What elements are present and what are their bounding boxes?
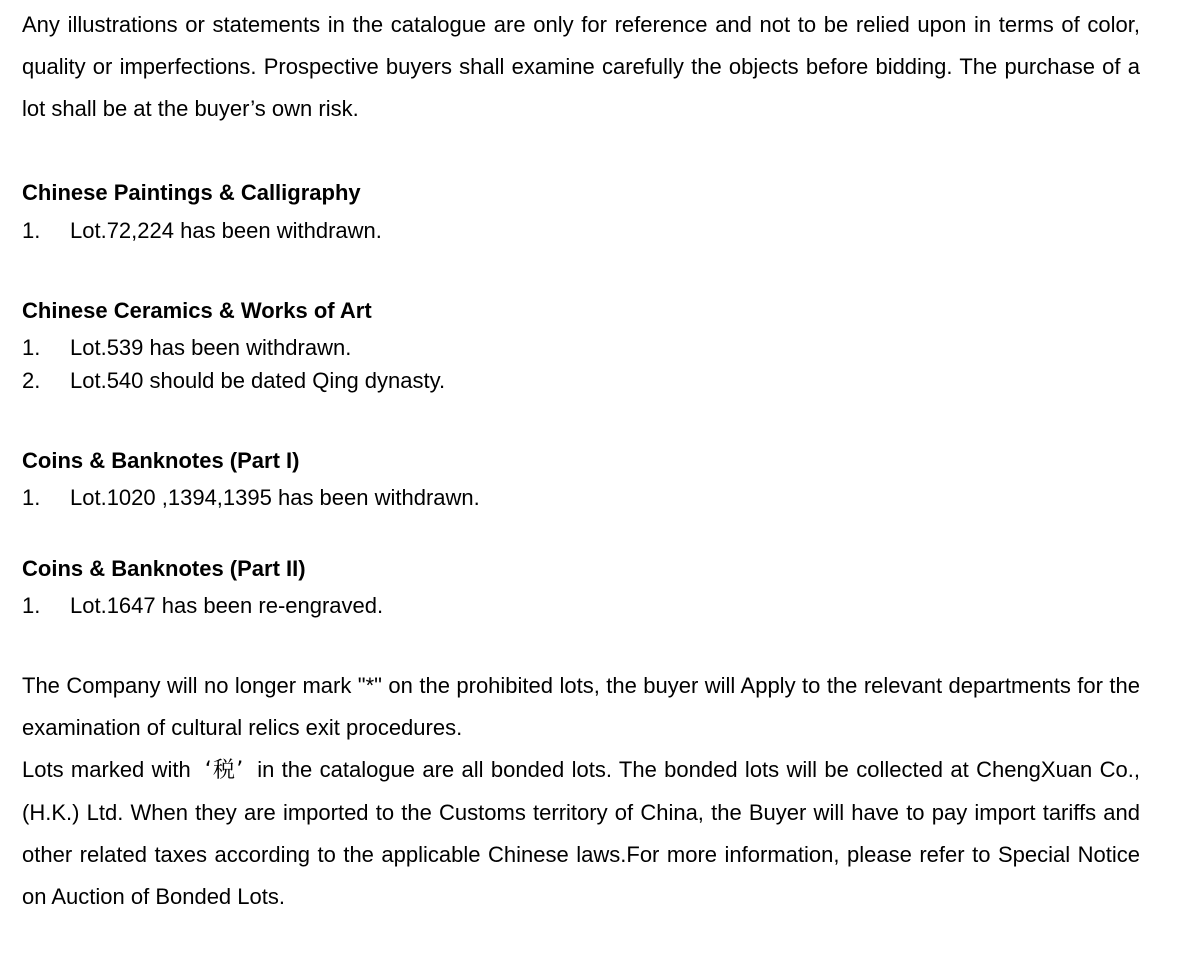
item-text: Lot.1020 ,1394,1395 has been withdrawn. [70,485,480,510]
section-title: Coins & Banknotes (Part II) [22,556,306,581]
bonded-text-after: in the catalogue are all bonded lots. The bonded lots will be collected at ChengXuan Co., (H.K.) Ltd. When they are imported to the Customs territory of China, the Buyer will have to pay import tariffs and other related taxes according to the applicable Chinese laws.For more information, please refer to Special Notice on Auction of Bonded Lots. [22,757,1140,909]
prohibited-lots-paragraph: The Company will no longer mark "*" on the prohibited lots, the buyer will Apply to the relevant departments for the examination of cultural relics exit procedures. [22,673,1140,740]
item-text: Lot.540 should be dated Qing dynasty. [70,368,446,393]
list-item [22,592,383,620]
item-number: 1. [22,335,41,360]
bonded-text-before: Lots marked with [22,757,191,782]
item-text: Lot.539 has been withdrawn. [70,335,352,360]
item-text: Lot.72,224 has been withdrawn. [70,218,382,243]
item-number: 1. [22,485,41,510]
list-item [22,334,351,362]
item-number: 2. [22,368,41,393]
item-number: 1. [22,218,41,243]
section-title: Chinese Ceramics & Works of Art [22,298,372,323]
section-title: Chinese Paintings & Calligraphy [22,180,361,205]
section-title: Coins & Banknotes (Part I) [22,448,300,473]
item-number: 1. [22,593,41,618]
bonded-tax-mark: ‘税’ [204,758,244,783]
intro-paragraph: Any illustrations or statements in the catalogue are only for reference and not to be relied upon in terms of color, quality or imperfections. Prospective buyers shall examine carefully the objects before bidding. The purchase of a lot shall be at the buyer’s own risk. [22,12,1140,121]
list-item [22,484,480,512]
bonded-lots-paragraph [22,749,1140,918]
list-item [22,217,382,245]
list-item [22,367,445,395]
item-text: Lot.1647 has been re-engraved. [70,593,384,618]
